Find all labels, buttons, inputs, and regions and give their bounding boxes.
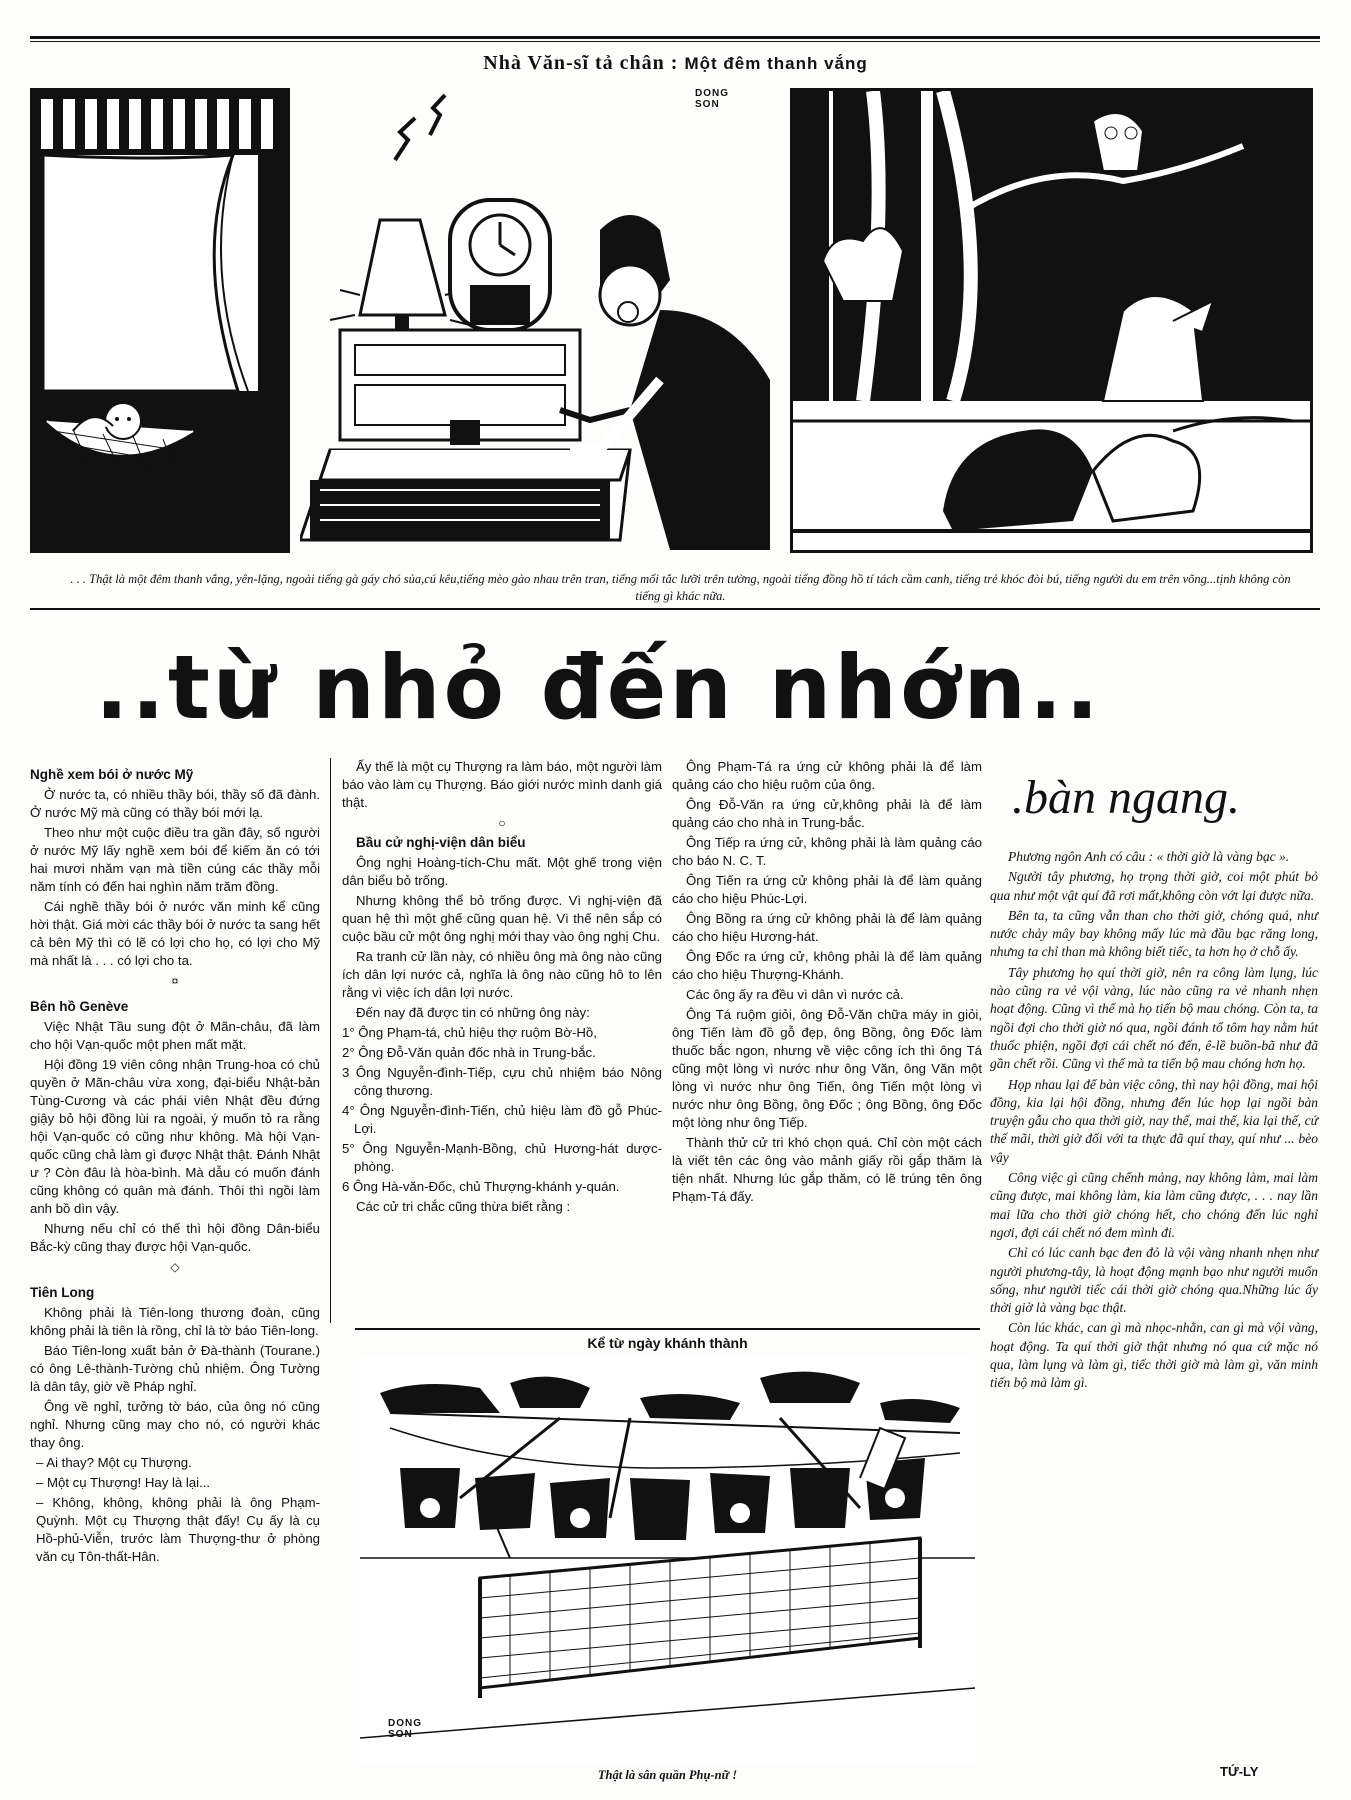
bottom-cartoon-rule — [355, 1328, 980, 1330]
ban-ngang-title: .bàn ngang. — [1012, 771, 1240, 824]
night-scene-illustration — [793, 91, 1313, 553]
candidate-item: 1° Ông Phạm-tá, chủ hiệu thợ ruộm Bờ-Hồ, — [342, 1025, 597, 1040]
paragraph: Hội đồng 19 viên công nhận Trung-hoa có chủ quyền ở Mãn-châu vừa xong, đại-biểu Nhật-bản Tùng-Cương và các phái viên Nhật đều đứng giậy bỏ hội đồng lùi ra ngoài, ý muốn tỏ ra rằng hội Vạn-quốc có cũng như không. Mà hội Vạn-quốc cũng chả làm gì được Nhật thật. Đánh Nhật ư ? Còn đâu là hòa-bình. Mà dẫu có muốn đánh cũng không có quân mà đánh. Thôi thì ngồi làm anh bồ dìn vậy. — [30, 1057, 320, 1216]
cartoon-title-text: Nhà Văn-sĩ tả chân : — [483, 52, 679, 74]
paragraph: Ông Phạm-Tá ra ứng cử không phải là để làm quảng cáo cho hiệu ruộm của ông. — [672, 759, 982, 792]
column-4 — [990, 848, 1318, 1395]
column-3 — [672, 758, 982, 1208]
cartoon-title — [0, 52, 1351, 75]
paragraph: Họp nhau lại để bàn việc công, thì nay hội đồng, mai hội đồng, kia lại hội đồng, nhưng đến lúc họp lại ngồi bàn truyện gẫu cho qua thời giờ, nay thế, mai thế, kia lại thế, cứ thế mãi, thời giờ đối với ta thực đã quí thay, quí như ... bèo vậy — [990, 1076, 1318, 1165]
paragraph: Chỉ có lúc canh bạc đen đỏ là vội vàng nhanh nhẹn như người phương-tây, là hoạt động mạnh bạo như người muốn sống, như người tiếc cái thời giờ chóng qua.Những lúc ấy thời giờ là vàng bạc thật. — [990, 1245, 1318, 1316]
ornament-icon: ¤ — [171, 974, 179, 988]
baby-hammock-illustration — [33, 91, 290, 553]
artist-signature-bottom — [388, 1718, 422, 1740]
paragraph: Người tây phương, họ trọng thời giờ, coi một phút bỏ qua như một vật quí đã rơi mất,không còn vớt lại được nữa. — [990, 869, 1318, 903]
paragraph: Bên ta, ta cũng vẫn than cho thời giờ, chóng quá, như nước chảy mây bay không mấy lúc mà đầu bạc răng long, nhưng ta chỉ than mà không biết tiếc, ta hơn họ ở chỗ ấy. — [990, 907, 1318, 960]
section-title: Bầu cử nghị-viện dân biểu — [356, 835, 526, 850]
section-title: Tiên Long — [30, 1285, 95, 1300]
cartoon-caption: . . . Thật là một đêm thanh vắng, yên-lặng, ngoài tiếng gà gáy chó sủa,cú kêu,tiếng mèo gào nhau trên tran, tiếng mối tắc lưỡi trên tường, ngoài tiếng đồng hồ tí tách cầm canh, tiếng trẻ khóc đòi bú, tiếng người du em trên võng...tịnh không còn tiếng gì khác nữa. — [70, 572, 1291, 603]
ornament-icon: ○ — [498, 816, 506, 830]
cartoon-panel-night — [790, 88, 1313, 553]
candidate-item: 4° Ông Nguyễn-đình-Tiến, chủ hiệu làm đồ gỗ Phúc-Lợi. — [342, 1103, 662, 1136]
paragraph: Ông Tá ruộm giỏi, ông Đỗ-Văn chữa máy in giỏi, ông Tiến làm đồ gỗ đẹp, ông Bồng, ông Đốc làm thuốc bắc ngon, nhưng về việc công ích thì ông Tá cũng một lòng vì nước như ông Văn, ông Văn một lòng vì nước như ông Tiến, ông Tiến một lòng vì nước như ông Bồng, ông Đốc ; ông Bồng, ông Đốc một lòng như ông Tiếp. — [672, 1007, 982, 1130]
paragraph: Ra tranh cử lần này, có nhiều ông mà ông nào cũng ích dân lợi nước cả, nghĩa là ông nào cũng hô to lên rằng vì việc ích dân lợi nước. — [342, 949, 662, 1000]
paragraph: Thành thử cử tri khó chọn quá. Chỉ còn một cách là viết tên các ông vào mảnh giấy rồi gắp thăm là tiện nhất. Nhưng lúc gắp thăm, có lẽ trúng tên ông Phạm-Tá đấy. — [672, 1135, 982, 1204]
candidate-item: 3 Ông Nguyễn-đình-Tiếp, cựu chủ nhiệm báo Nông công thương. — [342, 1065, 662, 1098]
page-headline: ..từ nhỏ đến nhớn.. — [95, 636, 1102, 739]
paragraph: Phương ngôn Anh có câu : « thời giờ là vàng bạc ». — [1008, 849, 1290, 864]
paragraph: Ông Tiếp ra ứng cử, không phải là làm quảng cáo cho báo N. C. T. — [672, 835, 982, 868]
bottom-cartoon-panel — [360, 1358, 975, 1763]
top-rule — [30, 36, 1320, 39]
paragraph: Ông Tiến ra ứng cử không phải là để làm quảng cáo cho hiệu Phúc-Lợi. — [672, 873, 982, 906]
paragraph: Không phải là Tiên-long thương đoàn, cũng không phải là tiên là rồng, chỉ là tờ báo Tiên-long. — [30, 1305, 320, 1338]
cartoon-panel-writer — [300, 80, 780, 553]
paragraph: Công việc gì cũng chểnh mảng, nay không làm, mai làm cũng được, mai không làm, kia làm cũng được, . . . nay lần mai lữa cho thời giờ chóng hết, cho chóng đến lúc nghỉ ngơi, đợi cái chết nó đem mình đi. — [990, 1170, 1318, 1240]
paragraph: Ông Bồng ra ứng cử không phải là để làm quảng cáo cho hiệu Hương-hát. — [672, 911, 982, 944]
bottom-cartoon-caption: Thật là sân quần Phụ-nữ ! — [597, 1768, 738, 1782]
ornament-icon: ◇ — [170, 1260, 180, 1274]
paragraph: Ông Đốc ra ứng cử, không phải là để làm quảng cáo cho hiệu Thượng-Khánh. — [672, 949, 982, 982]
paragraph: Ông về nghỉ, tưởng tờ báo, của ông nó cũng nghỉ. Nhưng cũng may cho nó, có người khác thay ông. — [30, 1399, 320, 1450]
bottom-cartoon-title: Kể từ ngày khánh thành — [587, 1335, 748, 1351]
paragraph: Nhưng không thể bỏ trống được. Vì nghị-viện đã quan hệ thì một ghế cũng quan hệ. Vì thế nên sắp có cuộc bầu cử một ông nghị mới thay vào ông nghị Chu. — [342, 893, 662, 944]
paragraph: Ở nước ta, có nhiều thầy bói, thầy số đã đành. Ở nước Mỹ mà cũng có thầy bói mới lạ. — [30, 787, 320, 820]
artist-name-line1: DONG — [388, 1718, 422, 1729]
paragraph: Theo như một cuộc điều tra gần đây, số người ở nước Mỹ lấy nghề xem bói để kiếm ăn có tới hai mươi nhăm vạn mà tiền cúng các thầy mỗi năm tính có đến hai nghìn năm trăm đồng. — [30, 825, 320, 894]
artist-name-line2: SON — [388, 1729, 413, 1740]
paragraph: Ấy thế là một cụ Thượng ra làm báo, một người làm báo vào làm cụ Thượng. Báo giới nước mình danh giá thật. — [342, 759, 662, 810]
artist-name-line1: DONG — [695, 88, 729, 99]
dialogue-line: – Ai thay? Một cụ Thượng. — [36, 1455, 192, 1470]
paragraph: Đến nay đã được tin có những ông này: — [356, 1005, 590, 1020]
paragraph: Nhưng nếu chỉ có thế thì hội đồng Dân-biểu Bắc-kỳ cũng thay được hội Vạn-quốc. — [30, 1221, 320, 1254]
paragraph: Các ông ấy ra đều vì dân vì nước cả. — [686, 987, 904, 1002]
column-2 — [342, 758, 662, 1218]
paragraph: Báo Tiên-long xuất bản ở Đà-thành (Tourane.) có ông Lê-thành-Tường chủ nhiệm. Ông Tường là dân tây, giờ về Pháp nghỉ. — [30, 1343, 320, 1394]
paragraph: Còn lúc khác, can gì mà nhọc-nhằn, can gì mà vội vàng, hoạt động. Ta quí thời giờ thật nhưng nó qua cứ mặc nó qua, làm lụng và làm gì, tiếc thời giờ mà làm gì, văn minh tiến bộ mà làm gì. — [990, 1320, 1318, 1391]
dialogue-line: – Không, không, không phải là ông Phạm-Quỳnh. Một cụ Thượng thật đấy! Cụ ấy là cụ Hồ-phủ-Viễn, trước làm Thượng-thư ở phòng văn cụ Tôn-thất-Hân. — [36, 1495, 320, 1564]
column-1 — [30, 758, 320, 1568]
author-signoff: TỨ-LY — [1220, 1764, 1259, 1779]
paragraph: Cái nghề thầy bói ở nước văn minh kể cũng hời thật. Giá mời các thầy bói ở nước ta sang hết cả bên Mỹ thì có lẽ có lợi cho họ, có lợi cho Mỹ mà nhất là . . . có lợi cho ta. — [30, 899, 320, 968]
paragraph: Tây phương họ quí thời giờ, nên ra công làm lụng, lúc nào cũng ra vẻ vội vàng, lúc nào cũng ra vẻ nhanh nhẹn hoạt động. Cũng vì thế mà họ tiến bộ mau chóng. Còn ta, ta ngồi đợi cho thời giờ nó qua, ngồi đánh tổ tôm hay nằm hút thuốc phiện, ngồi đợi cái chết nó đến, ê-lề buồn-bã như đã gần chết rồi. Cũng vì thế mà ta tiến bộ mau chóng hơn họ. — [990, 964, 1318, 1072]
candidate-item: 6 Ông Hà-văn-Đốc, chủ Thượng-khánh y-quán. — [342, 1179, 620, 1194]
caption-rule — [30, 608, 1320, 610]
column-divider — [330, 758, 331, 1323]
top-rule-thin — [30, 41, 1320, 42]
artist-signature-top — [695, 88, 729, 110]
cartoon-subtitle: Một đêm thanh vắng — [684, 54, 868, 73]
paragraph: Ông Đỗ-Văn ra ứng cử,không phải là để làm quảng cáo cho nhà in Trung-bắc. — [672, 797, 982, 830]
cartoon-panel-baby — [30, 88, 290, 553]
paragraph: Ông nghị Hoàng-tích-Chu mất. Một ghế trong viện dân biểu bỏ trống. — [342, 855, 662, 888]
artist-name-line2: SON — [695, 99, 720, 110]
dialogue-line: – Một cụ Thượng! Hay là lại... — [36, 1475, 211, 1490]
writer-desk-illustration — [300, 80, 780, 553]
candidate-item: 2° Ông Đỗ-Văn quản đốc nhà in Trung-bắc. — [342, 1045, 596, 1060]
candidate-item: 5° Ông Nguyễn-Mạnh-Bồng, chủ Hương-hát dược-phòng. — [342, 1141, 662, 1174]
tennis-court-illustration — [360, 1358, 975, 1763]
section-title: Nghề xem bói ở nước Mỹ — [30, 767, 194, 782]
paragraph: Các cử tri chắc cũng thừa biết rằng : — [356, 1199, 571, 1214]
section-title: Bên hồ Genève — [30, 999, 129, 1014]
paragraph: Việc Nhật Tầu sung đột ở Mãn-châu, đã làm cho hội Vạn-quốc một phen mất mặt. — [30, 1019, 320, 1052]
